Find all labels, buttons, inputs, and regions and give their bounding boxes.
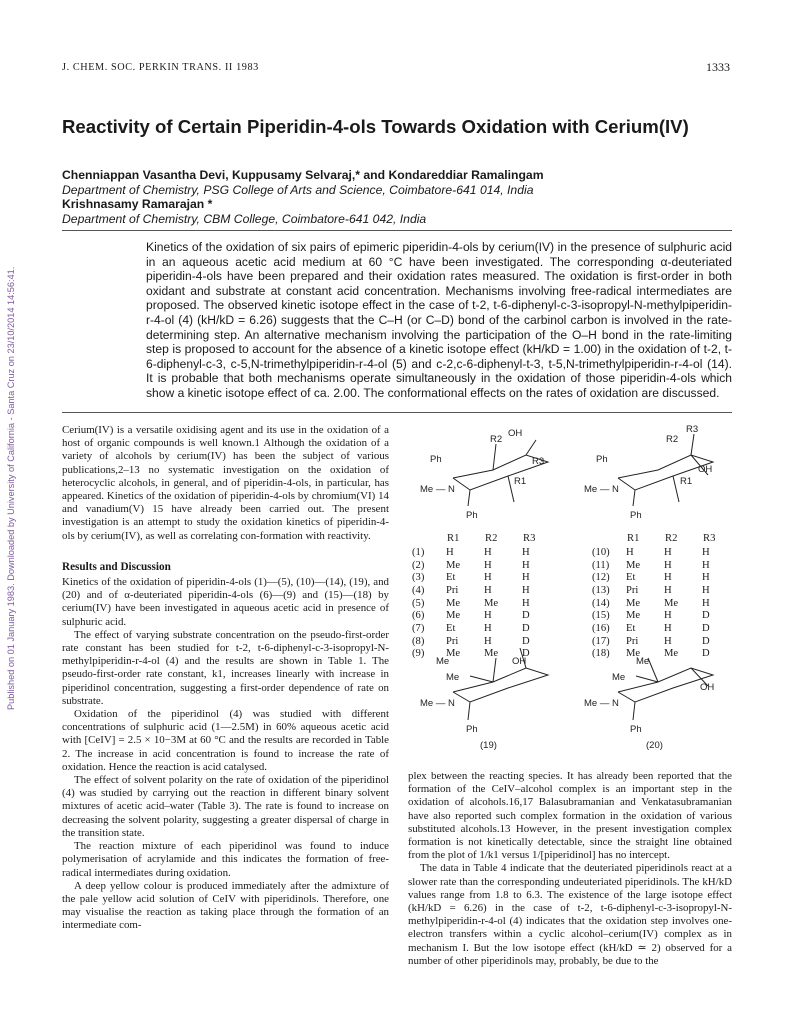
compound-row bbox=[592, 648, 740, 661]
compound-no: (12) bbox=[592, 572, 610, 584]
compound-no: (2) bbox=[412, 559, 425, 571]
compound-r1: Et bbox=[446, 572, 456, 584]
divider-top bbox=[62, 230, 732, 231]
results-paragraph-6: A deep yellow colour is produced immediately after the admixture of the pale yellow acid solution of CeIV with piperidinols. Therefore, one may visualise the reaction as taking place through the formation of an intermediate com- bbox=[62, 879, 389, 932]
compound-r2: Me bbox=[664, 648, 679, 660]
compound-row bbox=[412, 597, 560, 610]
compound-no: (5) bbox=[412, 597, 425, 609]
compound-row bbox=[592, 622, 740, 635]
affiliation-1: Department of Chemistry, PSG College of Arts and Science, Coimbatore-641 014, India bbox=[62, 182, 534, 197]
compound-r3: H bbox=[522, 559, 530, 571]
compound-r1: H bbox=[446, 546, 454, 558]
compound-r1: Me bbox=[626, 648, 641, 660]
compound-no: (7) bbox=[412, 622, 425, 634]
substituent-table-left bbox=[412, 530, 560, 660]
compound-r3: D bbox=[522, 610, 530, 622]
compound-row bbox=[412, 609, 560, 622]
compound-r3: D bbox=[522, 635, 530, 647]
s1-n: Me — N bbox=[420, 484, 455, 495]
author-block bbox=[62, 168, 752, 226]
s2-oh: OH bbox=[698, 464, 713, 475]
compound-no: (14) bbox=[592, 597, 610, 609]
s20-label: (20) bbox=[646, 740, 663, 750]
compound-r2: Me bbox=[484, 648, 499, 660]
s2-n: Me — N bbox=[584, 484, 619, 495]
compound-row bbox=[412, 546, 560, 559]
compound-row bbox=[592, 635, 740, 648]
compound-row bbox=[412, 559, 560, 572]
th-r3: R3 bbox=[523, 532, 536, 544]
compound-r2: H bbox=[664, 610, 672, 622]
compound-r1: Pri bbox=[626, 635, 639, 647]
abstract-text: Kinetics of the oxidation of six pairs of epimeric piperidin-4-ols by cerium(IV) in the presence of sulphuric acid in an aqueous acetic acid medium at 60 °C have been investigated. The corresponding α-deuteriated piperidin-4-ols have been prepared and their oxidation rates measured. The oxidation is first-order in both oxidant and substrate at constant acid concentration. Mechanisms involving free-radical intermediates are proposed. The observed kinetic isotope effect in the case of t-2, t-6-diphenyl-c-3-isopropyl-N-methylpiperidin-r-4-ol (4) (kH/kD = 6.26) suggests that the C–H (or C–D) bond of the carbinol carbon is involved in the rate-determining step. An alternative mechanism involving the participation of the O–H bond in the rate-limiting step is proposed to account for the absence of a kinetic isotope effect (kH/kD = 1.00) in the oxidation of t-2, t-6-diphenyl-c-3, c-5,N-trimethylpiperidin-r-4-ol (5) and c-2,c-6-diphenyl-t-3, t-5,N-trimethylpiperidin-r-4-ol (14). It is probable that both mechanisms operate simultaneously in the oxidation of those piperidin-4-ols which show a kinetic isotope effect of ca. 2.00. The conformational effects on the rates of oxidation are discussed. bbox=[146, 240, 732, 400]
compound-r2: H bbox=[664, 622, 672, 634]
download-note: Published on 01 January 1983. Downloaded by University of California - Santa Cruz on 23/10/2014 14:56:41. bbox=[6, 266, 16, 710]
compound-row bbox=[592, 584, 740, 597]
th-r1: R1 bbox=[627, 532, 640, 544]
compound-row bbox=[592, 559, 740, 572]
compound-r1: Et bbox=[446, 622, 456, 634]
compound-r1: Me bbox=[446, 597, 461, 609]
compound-r2: H bbox=[484, 584, 492, 596]
compound-r1: Pri bbox=[446, 584, 459, 596]
right-paragraph-2: The data in Table 4 indicate that the deuteriated piperidinols react at a slower rate than the corresponding undeuteriated piperidinols. The kH/kD values range from 1.8 to 6.3. The existence of the large isotope effect (kH/kD = 6.26) in the case of t-2, t-6-diphenyl-c-3-isopropyl-N-methylpiperidin-r-4-ol (4) indicates that the oxidation step involves one-electron transfers within a cyclic alcohol–cerium(IV) complex as in mechanism I. But the low isotope effect (kH/kD ≃ 2) observed for a number of other piperidinols may, probably, be due to the bbox=[408, 862, 732, 967]
compound-no: (13) bbox=[592, 584, 610, 596]
s20-n: Me — N bbox=[584, 698, 619, 709]
s19-ph: Ph bbox=[466, 724, 478, 735]
author-names-1: Chenniappan Vasantha Devi, Kuppusamy Selvaraj,* and Kondareddiar Ramalingam bbox=[62, 168, 544, 182]
compound-r2: H bbox=[484, 546, 492, 558]
compound-r2: H bbox=[484, 635, 492, 647]
compound-r1: Pri bbox=[626, 584, 639, 596]
compound-r1: Me bbox=[446, 559, 461, 571]
compound-no: (15) bbox=[592, 610, 610, 622]
s2-r2: R2 bbox=[666, 434, 679, 445]
ring-19 bbox=[453, 668, 548, 702]
compound-r3: H bbox=[702, 572, 710, 584]
compound-r1: Me bbox=[446, 648, 461, 660]
substituent-table-right bbox=[592, 530, 740, 660]
compound-row bbox=[592, 546, 740, 559]
s20-me-left: Me bbox=[612, 672, 626, 683]
compound-r3: D bbox=[702, 635, 710, 647]
page-number: 1333 bbox=[706, 60, 730, 74]
compound-r3: D bbox=[702, 648, 710, 660]
compound-no: (17) bbox=[592, 635, 610, 647]
affiliation-2: Department of Chemistry, CBM College, Coimbatore-641 042, India bbox=[62, 211, 427, 226]
compound-no: (6) bbox=[412, 610, 425, 622]
s19-n: Me — N bbox=[420, 698, 455, 709]
divider-bottom bbox=[62, 412, 732, 413]
compound-row bbox=[412, 584, 560, 597]
results-paragraph-5: The reaction mixture of each piperidinol was found to induce polymerisation of acrylamide and this indicates the formation of free-radical intermediates during oxidation. bbox=[62, 840, 389, 879]
compound-r3: D bbox=[702, 622, 710, 634]
compound-r3: D bbox=[522, 648, 530, 660]
compound-r2: H bbox=[664, 572, 672, 584]
compound-r2: H bbox=[664, 635, 672, 647]
results-paragraph-4: The effect of solvent polarity on the rate of oxidation of the piperidinol (4) was studied by carrying out the reaction in different binary solvent mixtures of acetic acid–water (Table 3). The rate is found to increase on decreasing the solvent polarity, suggesting a greater dispersal of charge in the transition state. bbox=[62, 774, 389, 839]
compound-no: (18) bbox=[592, 648, 610, 660]
compound-r3: H bbox=[702, 546, 710, 558]
intro-paragraph: Cerium(IV) is a versatile oxidising agent and its use in the oxidation of a host of organic compounds is well known.1 Although the oxidation of a variety of alcohols by cerium(IV) has been the subject of various publications,2–13 no systematic investigation on the oxidation of heterocyclic alcohols, in general, and of piperidin-4-ols, in particular, has appeared. Kinetics of the oxidation of piperidin-4-ols by chromium(VI) 14 and vanadium(V) 15 have already been carried out. The present investigation is an attempt to study the oxidation kinetics of piperidin-4-ols by cerium(IV), as well as correlating con-formation with reactivity. bbox=[62, 424, 389, 542]
compound-r2: H bbox=[484, 610, 492, 622]
compound-r1: Me bbox=[626, 597, 641, 609]
results-paragraph-1: Kinetics of the oxidation of piperidin-4-ols (1)—(5), (10)—(14), (19), and (20) and of α-deuteriated piperidin-4-ols (6)—(9) and (15)—(18) by cerium(IV) have been investigated in aqueous acetic acid in presence of sulphuric acid. bbox=[62, 576, 389, 628]
compound-no: (1) bbox=[412, 546, 425, 558]
compound-r3: H bbox=[522, 597, 530, 609]
s1-ph-top: Ph bbox=[430, 454, 442, 465]
s1-r2: R2 bbox=[490, 434, 503, 445]
s20-ph: Ph bbox=[630, 724, 642, 735]
results-paragraph-2: The effect of varying substrate concentration on the pseudo-first-order rate constant has been studied for t-2, t-6-diphenyl-c-3-isopropyl-N-methylpiperidin-r-4-ol (4) and the results are shown in Table 1. The pseudo-first-order rate constant, k1, increases linearly with increase in piperidinol concentration, suggesting a first-order dependence of rate on substrate. bbox=[62, 628, 389, 707]
compound-r2: H bbox=[484, 559, 492, 571]
compound-row bbox=[412, 622, 560, 635]
compound-r2: Me bbox=[484, 597, 499, 609]
s2-r3: R3 bbox=[686, 424, 699, 435]
compound-r3: D bbox=[702, 610, 710, 622]
compound-r3: H bbox=[702, 597, 710, 609]
compound-r1: Me bbox=[446, 610, 461, 622]
s20-me-top: Me bbox=[636, 656, 650, 667]
right-paragraph-1: plex between the reacting species. It has already been reported that the formation of the CeIV–alcohol complex is an important step in the oxidation of alcohols.16,17 Balasubramanian and Venkatasubramanian have also reported such complex formation in the oxidation of various substituted alcohols.13 However, in the present investigation complex formation is not kinetically detectable, since the straight line obtained from the plot of 1/k1 versus 1/[piperidinol] has no intercept. bbox=[408, 770, 732, 862]
right-column bbox=[408, 770, 732, 968]
compound-no: (3) bbox=[412, 572, 425, 584]
compound-r3: H bbox=[522, 572, 530, 584]
s19-me-top: Me bbox=[436, 656, 450, 667]
compound-no: (11) bbox=[592, 559, 610, 571]
compound-row bbox=[412, 635, 560, 648]
compound-r2: H bbox=[664, 559, 672, 571]
s20-oh: OH bbox=[700, 682, 715, 693]
th-r2: R2 bbox=[665, 532, 678, 544]
compound-row bbox=[412, 648, 560, 661]
compound-r3: D bbox=[522, 622, 530, 634]
left-column bbox=[62, 424, 389, 933]
s1-r1: R1 bbox=[514, 476, 527, 487]
s2-ph-top: Ph bbox=[596, 454, 608, 465]
s1-r3: R3 bbox=[532, 456, 545, 467]
compound-r3: H bbox=[702, 584, 710, 596]
s2-r1: R1 bbox=[680, 476, 693, 487]
s19-me-left: Me bbox=[446, 672, 460, 683]
author-names-2: Krishnasamy Ramarajan * bbox=[62, 197, 213, 211]
compound-r2: Me bbox=[664, 597, 679, 609]
section-heading: Results and Discussion bbox=[62, 560, 171, 573]
compound-r1: Et bbox=[626, 622, 636, 634]
compound-no: (8) bbox=[412, 635, 425, 647]
compound-r3: H bbox=[702, 559, 710, 571]
compound-r1: Me bbox=[626, 559, 641, 571]
compound-no: (9) bbox=[412, 648, 425, 660]
results-paragraph-3: Oxidation of the piperidinol (4) was studied with different concentrations of sulphuric acid (1—2.5M) in 60% aqueous acetic acid with [CeIV] = 2.5 × 10−3M at 60 °C and the results are recorded in Table 2. The increase in acid concentration is found to increase the rate of oxidation. Hence the reaction is acid catalysed. bbox=[62, 708, 389, 773]
ring-20 bbox=[618, 668, 713, 702]
abstract bbox=[146, 240, 732, 401]
compound-no: (4) bbox=[412, 584, 425, 596]
journal-header: J. CHEM. SOC. PERKIN TRANS. II 1983 bbox=[62, 62, 259, 73]
compound-no: (10) bbox=[592, 546, 610, 558]
compound-r1: Et bbox=[626, 572, 636, 584]
compound-r3: H bbox=[522, 546, 530, 558]
s1-oh: OH bbox=[508, 428, 523, 439]
s1-ph-bottom: Ph bbox=[466, 510, 478, 521]
compound-r3: H bbox=[522, 584, 530, 596]
compound-r2: H bbox=[484, 572, 492, 584]
compound-row bbox=[592, 571, 740, 584]
compound-r2: H bbox=[664, 546, 672, 558]
s2-ph-bottom: Ph bbox=[630, 510, 642, 521]
th-r3: R3 bbox=[703, 532, 716, 544]
compound-r2: H bbox=[664, 584, 672, 596]
s19-oh: OH bbox=[512, 656, 527, 667]
compound-r1: Pri bbox=[446, 635, 459, 647]
compound-r2: H bbox=[484, 622, 492, 634]
compound-row bbox=[412, 571, 560, 584]
compound-row bbox=[592, 609, 740, 622]
s19-label: (19) bbox=[480, 740, 497, 750]
compound-row bbox=[592, 597, 740, 610]
compound-r1: Me bbox=[626, 610, 641, 622]
th-r2: R2 bbox=[485, 532, 498, 544]
th-r1: R1 bbox=[447, 532, 460, 544]
compound-r1: H bbox=[626, 546, 634, 558]
article-title: Reactivity of Certain Piperidin-4-ols Towards Oxidation with Cerium(IV) bbox=[62, 116, 689, 137]
compound-no: (16) bbox=[592, 622, 610, 634]
